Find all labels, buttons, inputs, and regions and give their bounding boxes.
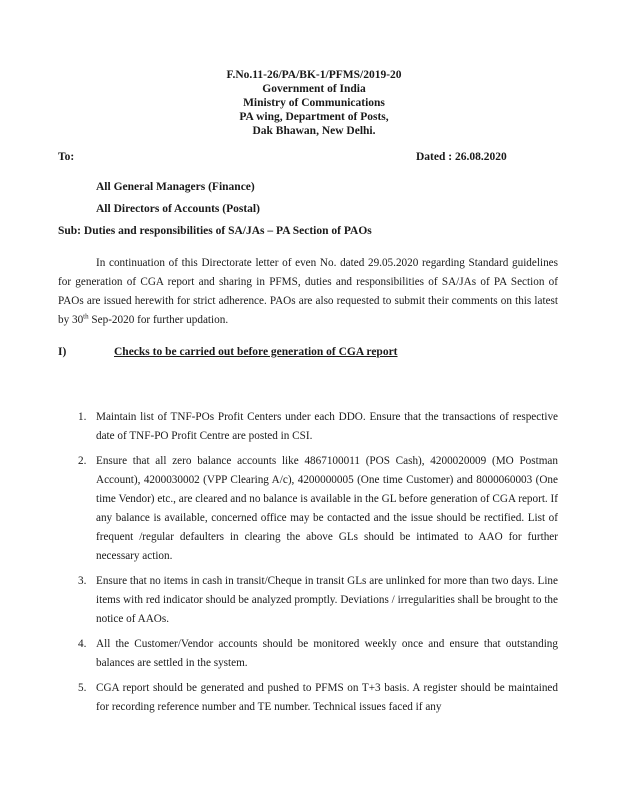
item-number: 1. (78, 411, 87, 423)
to-label: To: (58, 151, 75, 163)
item-text: All the Customer/Vendor accounts should be monitored weekly once and ensure that outstanding balances are settled in the system. (96, 638, 558, 669)
addressee-gm-finance: All General Managers (Finance) (96, 181, 255, 193)
file-number: F.No.11-26/PA/BK-1/PFMS/2019-20 (226, 69, 402, 81)
checks-list (58, 408, 558, 723)
intro-superscript: th (83, 312, 89, 321)
item-number: 4. (78, 638, 87, 650)
item-number: 5. (78, 682, 87, 694)
header-line-government: Government of India (262, 83, 366, 95)
item-text: CGA report should be generated and pushed to PFMS on T+3 basis. A register should be maintained for recording reference number and TE number. Technical issues faced if any (96, 682, 558, 713)
item-number: 2. (78, 455, 87, 467)
list-item (58, 635, 558, 673)
section-number: I) (58, 346, 67, 358)
list-item (58, 408, 558, 446)
date-line: Dated : 26.08.2020 (416, 151, 507, 163)
intro-text: In continuation of this Directorate letter of even No. dated 29.05.2020 regarding Standard guidelines for generation of CGA report and sharing in PFMS, duties and responsibilities of SA/JAs of PA Section of PAOs are issued herewith for strict adherence. PAOs are also requested to submit their comments on this latest by 30 (58, 257, 558, 326)
list-item (58, 452, 558, 566)
list-item (58, 679, 558, 717)
letter-header (0, 68, 618, 138)
intro-text-end: Sep-2020 for further updation. (88, 314, 229, 326)
header-line-address: Dak Bhawan, New Delhi. (252, 125, 376, 137)
item-text: Ensure that all zero balance accounts like 4867100011 (POS Cash), 4200020009 (MO Postman Account), 4200030002 (VPP Clearing A/c), 4200000005 (One time Customer) and 8000060003 (One time Vendor) etc., are cleared and no balance is available in the GL before generation of CGA report. If any balance is available, concerned office may be contacted and the issue should be rectified. List of frequent /regular defaulters in clearing the above GLs should be intimated to AAO for further necessary action. (96, 455, 558, 562)
intro-paragraph (58, 254, 558, 330)
item-text: Maintain list of TNF-POs Profit Centers under each DDO. Ensure that the transactions of respective date of TNF-PO Profit Centre are posted in CSI. (96, 411, 558, 442)
subject-line: Sub: Duties and responsibilities of SA/JAs – PA Section of PAOs (58, 225, 372, 237)
item-number: 3. (78, 575, 87, 587)
header-line-wing: PA wing, Department of Posts, (239, 111, 389, 123)
section-title: Checks to be carried out before generation of CGA report (114, 346, 398, 358)
header-line-ministry: Ministry of Communications (243, 97, 385, 109)
list-item (58, 572, 558, 629)
item-text: Ensure that no items in cash in transit/Cheque in transit GLs are unlinked for more than two days. Line items with red indicator should be analyzed promptly. Deviations / irregularities shall be brought to the notice of AAOs. (96, 575, 558, 625)
addressee-directors: All Directors of Accounts (Postal) (96, 203, 260, 215)
